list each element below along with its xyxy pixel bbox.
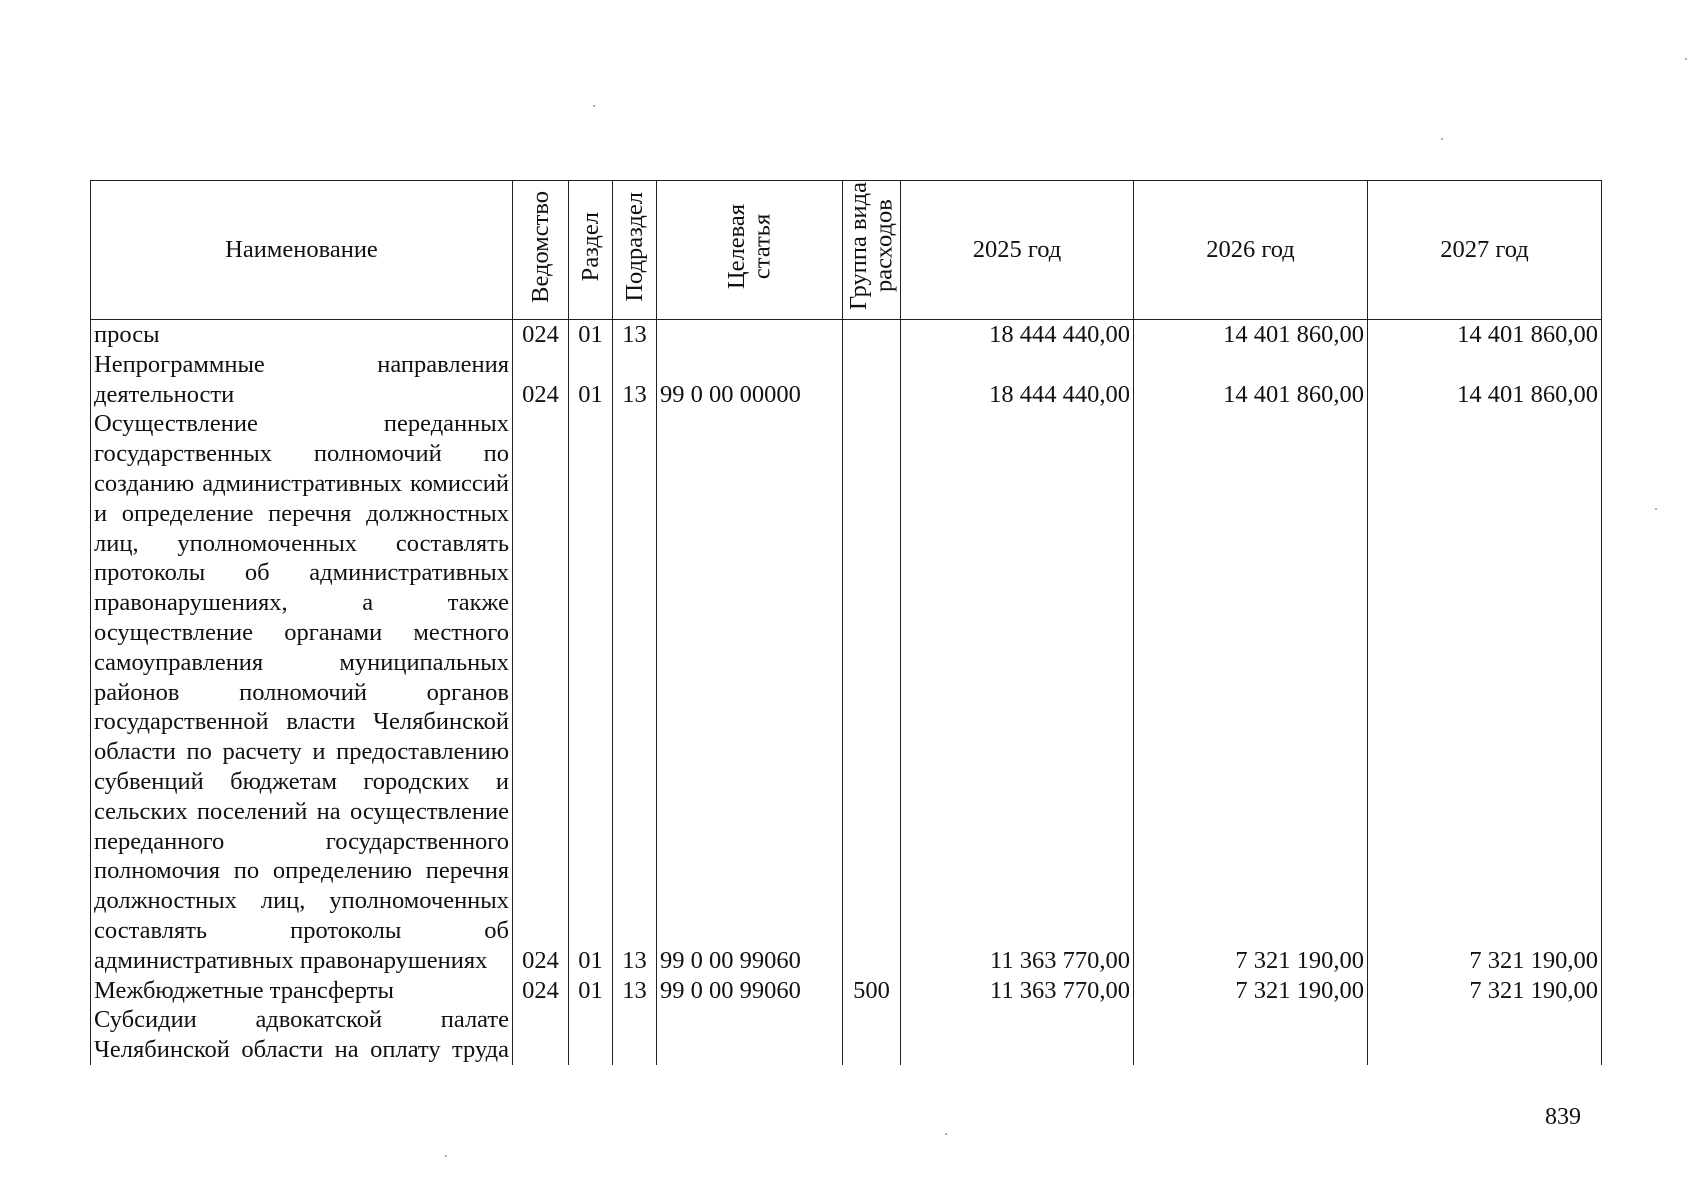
- table-row: [91, 320, 1602, 350]
- scan-speck: [1655, 508, 1657, 510]
- header-gruppa-vida-rashodov: Группа вида расходов: [843, 181, 901, 320]
- row-gruppa: [843, 320, 901, 350]
- table-row: [91, 409, 1602, 975]
- row-tselevaya: 99 0 00 99060: [657, 409, 843, 975]
- scan-speck: [445, 1155, 447, 1157]
- scan-speck: [1441, 138, 1443, 140]
- row-2026: 14 401 860,00: [1134, 350, 1368, 410]
- row-tselevaya: 99 0 00 99060: [657, 976, 843, 1006]
- row-2027: 7 321 190,00: [1368, 976, 1602, 1006]
- row-2025: [901, 1005, 1134, 1065]
- row-razdel: 01: [569, 976, 613, 1006]
- row-2027: 7 321 190,00: [1368, 409, 1602, 975]
- budget-table: [90, 180, 1602, 1065]
- row-podrazdel: [613, 1005, 657, 1065]
- row-vedomstvo: 024: [513, 350, 569, 410]
- row-podrazdel: 13: [613, 409, 657, 975]
- row-2025: 11 363 770,00: [901, 976, 1134, 1006]
- header-2026: 2026 год: [1134, 181, 1368, 320]
- row-2026: 7 321 190,00: [1134, 409, 1368, 975]
- row-2027: 14 401 860,00: [1368, 350, 1602, 410]
- row-tselevaya: 99 0 00 00000: [657, 350, 843, 410]
- header-row: [91, 181, 1602, 320]
- row-razdel: [569, 1005, 613, 1065]
- row-2025: 18 444 440,00: [901, 320, 1134, 350]
- header-tselevaya-statya: Целевая статья: [657, 181, 843, 320]
- header-2025: 2025 год: [901, 181, 1134, 320]
- header-name: Наименование: [91, 181, 513, 320]
- table-row: [91, 976, 1602, 1006]
- row-tselevaya: [657, 1005, 843, 1065]
- row-podrazdel: 13: [613, 350, 657, 410]
- scan-speck: [945, 1133, 947, 1135]
- row-vedomstvo: 024: [513, 320, 569, 350]
- row-razdel: 01: [569, 320, 613, 350]
- scan-speck: [593, 105, 595, 107]
- row-gruppa: [843, 350, 901, 410]
- row-gruppa: [843, 1005, 901, 1065]
- header-razdel: Раздел: [569, 181, 613, 320]
- page-number: 839: [1545, 1104, 1581, 1130]
- row-2027: 14 401 860,00: [1368, 320, 1602, 350]
- row-2025: 18 444 440,00: [901, 350, 1134, 410]
- row-tselevaya: [657, 320, 843, 350]
- row-podrazdel: 13: [613, 320, 657, 350]
- row-2026: 14 401 860,00: [1134, 320, 1368, 350]
- row-vedomstvo: 024: [513, 976, 569, 1006]
- row-name: просы: [91, 320, 513, 350]
- row-2026: 7 321 190,00: [1134, 976, 1368, 1006]
- row-2025: 11 363 770,00: [901, 409, 1134, 975]
- table-row: [91, 350, 1602, 410]
- row-vedomstvo: [513, 1005, 569, 1065]
- header-podrazdel: Подраздел: [613, 181, 657, 320]
- row-name: Непрограммные направления деятельности: [91, 350, 513, 410]
- row-podrazdel: 13: [613, 976, 657, 1006]
- row-2026: [1134, 1005, 1368, 1065]
- row-vedomstvo: 024: [513, 409, 569, 975]
- row-razdel: 01: [569, 409, 613, 975]
- row-gruppa: [843, 409, 901, 975]
- row-name: Межбюджетные трансферты: [91, 976, 513, 1006]
- row-name: Субсидии адвокатской палате Челябинской области на оплату труда: [91, 1005, 513, 1065]
- row-gruppa: 500: [843, 976, 901, 1006]
- row-razdel: 01: [569, 350, 613, 410]
- row-2027: [1368, 1005, 1602, 1065]
- table-row: [91, 1005, 1602, 1065]
- row-name: Осуществление переданных государственных полномочий по созданию административных комиссий и определение перечня должностных лиц, уполномоченных составлять протоколы об административных правонарушениях, а также осуществление органами местного самоуправления муниципальных районов полномочий органов государственной власти Челябинской области по расчету и предоставлению субвенций бюджетам городских и сельских поселений на осуществление переданного государственного полномочия по определению перечня должностных лиц, уполномоченных составлять протоколы об административных правонарушениях: [91, 409, 513, 975]
- header-2027: 2027 год: [1368, 181, 1602, 320]
- scan-speck: [1685, 58, 1687, 60]
- header-vedomstvo: Ведомство: [513, 181, 569, 320]
